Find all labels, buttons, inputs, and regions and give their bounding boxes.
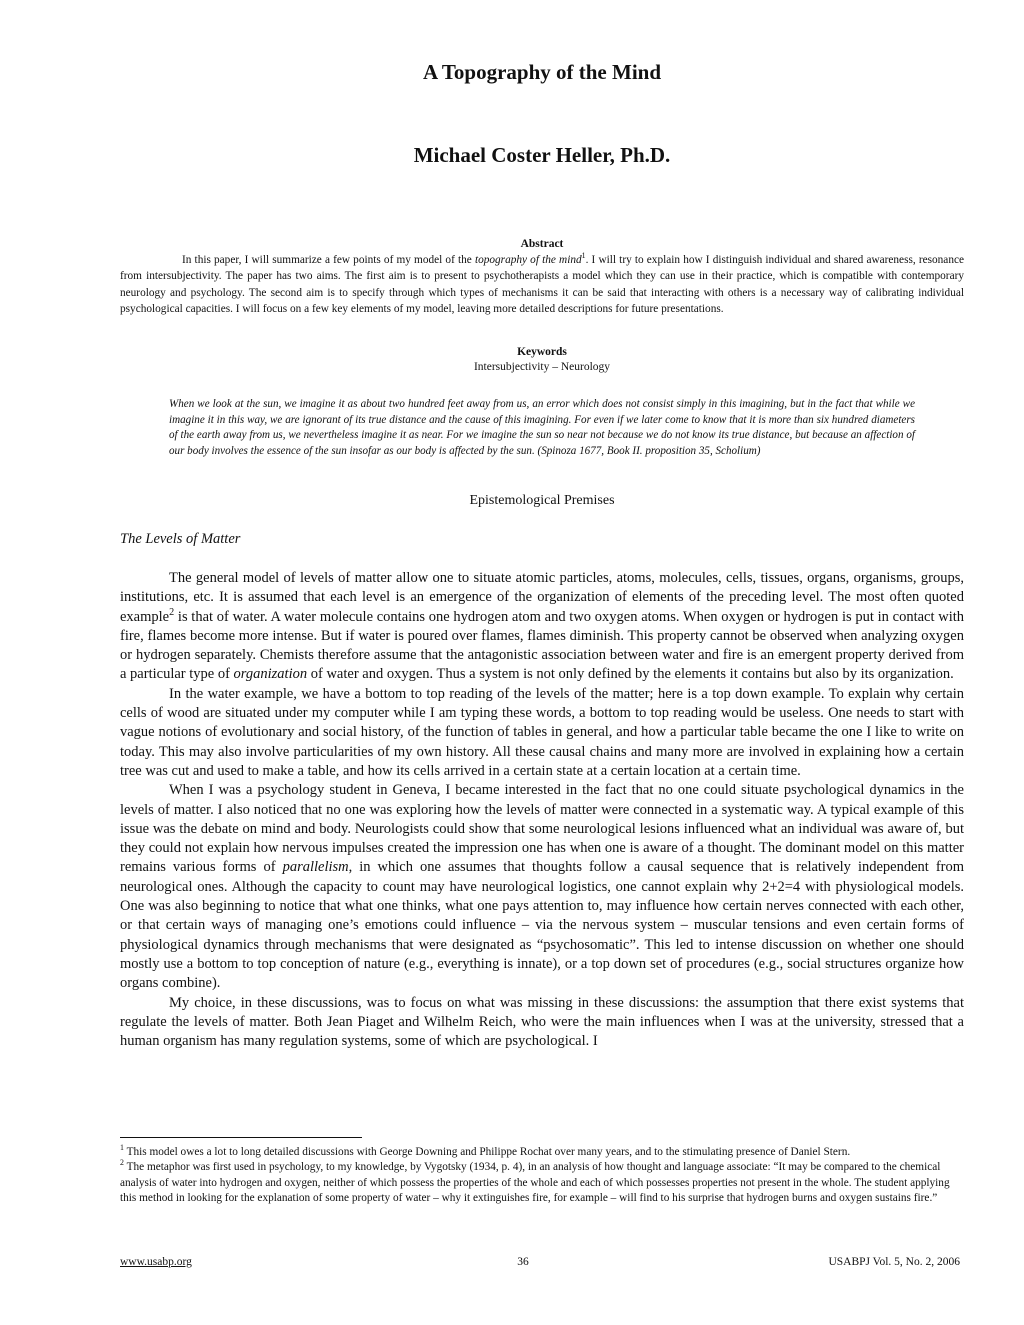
abstract-text-part-2: . I will try to explain how I distinguish individual and shared awareness, resonance from intersubjectivity. The paper has two aims. The first aim is to present to psychotherapists a model which they can use in their practice, which is compatible with contemporary neurology and psychology. The second aim is to specify through which types of mechanisms it can be said that interacting with others is a necessary way of calibrating individual psychological capacities. I will focus on a few key elements of my model, leaving more detailed descriptions for future presentations. <box>120 254 964 315</box>
author-name: Michael Coster Heller, Ph.D. <box>413 143 671 167</box>
p1-text-c: of water and oxygen. Thus a system is not only defined by the elements it contains but also by its organization. <box>307 666 954 683</box>
footnote-2-text: The metaphor was first used in psychology, to my knowledge, by Vygotsky (1934, p. 4), in an analysis of how thought and language associate: “It may be compared to the chemical analysis of water into hydrogen and oxygen, neither of which possess the properties of the whole and each of which possesses properties not present in the whole. The student applying this method in looking for the explanation of some property of water – why it extinguishes fire, for example – will find to his surprise that hydrogen burns and oxygen sustains fire.” <box>120 1161 950 1204</box>
p3-text-b: , in which one assumes that thoughts follow a causal sequence that is relatively independent from neurological ones. Although the capacity to count may have neurological logistics, one cannot explain why 2+2=4 with physiological models. One was also beginning to notice that what one thinks, what one pays attention to, may influence how certain nerves connected with each other, or that certain ways of managing one’s emotions could influence – via the nervous system – muscular tensions and even certain forms of physiological dynamics through mechanisms that were designated as “psychosomatic”. This led to intense discussion on whether one should mostly use a bottom to top conception of nature (e.g., everything is innate), or a top down set of procedures (e.g., social structures organize how organs combine). <box>120 859 965 992</box>
p1-text-b: is that of water. A water molecule contains one hydrogen atom and two oxygen atoms. When oxygen or hydrogen is put in contact with fire, flames become more intense. But if water is poured over flames, flames diminish. This property cannot be observed when analyzing oxygen or hydrogen separately. Chemists therefore assume that the antagonistic association between water and fire is an emergent property derived from a particular type of <box>120 608 964 683</box>
footnote-1 <box>120 1145 964 1160</box>
subsection-heading: The Levels of Matter <box>120 531 241 547</box>
footnote-separator <box>120 1137 362 1138</box>
body-paragraph-2: In the water example, we have a bottom to top reading of the levels of the matter; here is a top down example. To explain why certain cells of wood are situated under my computer while I am typing these words, a bottom to top reading would be useless. One needs to start with vague notions of evolutionary and social history, of the function of tables in general, and how a particular table became the one I like to write on today. This may also involve particularities of my own history. All these causal chains and many more are involved in explaining how a certain tree was cut and used to make a table, and how its cells arrived in a certain state at a certain location at a certain time. <box>120 685 964 779</box>
p3-text-a: When I was a psychology student in Geneva, I became interested in the fact that no one could situate psychological dynamics in the levels of matter. I also noticed that no one was exploring how the levels of matter were connected in a systematic way. A typical example of this issue was the debate on mind and body. Neurologists could show that some neurological lesions influenced what an individual was aware of, but they could not explain how nervous impulses created the impression one has when one is aware of a thought. The dominant model on this matter remains various forms of <box>120 782 964 876</box>
footer-page-number: 36 <box>517 1256 529 1268</box>
footnote-ref-2[interactable]: 2 <box>169 606 175 618</box>
footnote-2-mark: 2 <box>120 1158 124 1168</box>
body-text <box>120 569 964 1051</box>
footer-url-link[interactable]: www.usabp.org <box>120 1256 192 1268</box>
footnotes <box>120 1145 964 1206</box>
paper-title: A Topography of the Mind <box>422 60 662 84</box>
epigraph-quote: When we look at the sun, we imagine it as about two hundred feet away from us, an error which does not consist simply in this imagining, but in the fact that while we imagine it in this way, we are ignorant of its true distance and the cause of this imagining. For even if we later come to know that it is more than six hundred diameters of the earth away from us, we nevertheless imagine it as near. For we imagine the sun so near not because we do not know its true distance, but because an affection of our body involves the essence of the sun insofar as our body is affected by the sun. (Spinoza 1677, Book II. proposition 35, Scholium) <box>169 398 915 457</box>
keywords-text: Intersubjectivity – Neurology <box>473 361 611 373</box>
keywords-heading: Keywords <box>517 346 567 358</box>
p3-italic-term: parallelism <box>282 859 349 876</box>
body-paragraph-4: My choice, in these discussions, was to focus on what was missing in these discussions: the assumption that there exist systems that regulate the levels of matter. Both Jean Piaget and Wilhelm Reich, who were the main influences when I was at the university, stressed that a human organism has many regulation systems, some of which are psychological. I <box>120 994 964 1050</box>
abstract-heading: Abstract <box>520 238 564 250</box>
footer-journal: USABPJ Vol. 5, No. 2, 2006 <box>828 1256 960 1268</box>
p1-text-a: The general model of levels of matter allow one to situate atomic particles, atoms, molecules, cells, tissues, organs, organisms, groups, institutions, etc. It is assumed that each level is an emergence of the organization of elements of the preceding level. The most often quoted example <box>120 570 964 625</box>
abstract-text <box>120 252 964 317</box>
p1-italic-term: organization <box>233 666 308 683</box>
footnote-ref-1[interactable]: 1 <box>581 251 586 261</box>
abstract-text-part-1: In this paper, I will summarize a few points of my model of the <box>182 254 475 266</box>
footnote-1-text: This model owes a lot to long detailed discussions with George Downing and Philippe Rochat over many years, and to the stimulating presence of Daniel Stern. <box>123 1146 851 1158</box>
footnote-1-mark: 1 <box>120 1143 124 1153</box>
body-paragraph-3 <box>120 781 964 993</box>
body-paragraph-1 <box>120 569 964 685</box>
footnote-2 <box>120 1160 964 1206</box>
section-heading: Epistemological Premises <box>469 493 615 508</box>
abstract-italic-term: topography of the mind <box>474 254 582 266</box>
